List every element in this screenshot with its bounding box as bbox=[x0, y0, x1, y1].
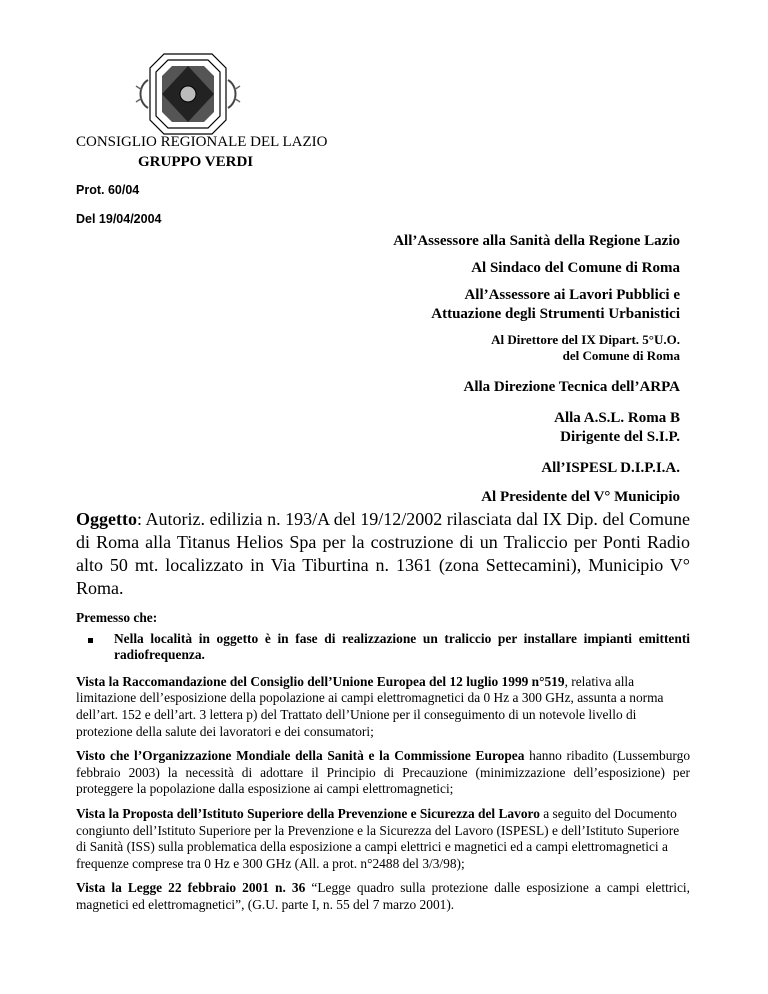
recipient: All’Assessore alla Sanità della Regione Lazio bbox=[393, 233, 680, 249]
premesso-bullet bbox=[84, 631, 690, 664]
paragraph-text: hanno ribadito (Lussemburgo febbraio 2003) la necessità di adottare il Principio di Precauzione (minimizzazione dell’esposizione) per proteggere la popolazione dalla esposizione ai campi elettromagnetici; bbox=[76, 748, 691, 797]
premesso-bullet-text: Nella località in oggetto è in fase di realizzazione un traliccio per installare impianti emittenti radiofrequenza. bbox=[114, 630, 690, 663]
paragraph-lead: Vista la Raccomandazione del Consiglio dell’Unione Europea del 12 luglio 1999 n°519 bbox=[76, 673, 565, 689]
paragraph-lead: Vista la Proposta dell’Istituto Superiore della Prevenzione e Sicurezza del Lavoro bbox=[76, 805, 540, 821]
recipient: del Comune di Roma bbox=[562, 348, 680, 363]
paragraph-text: , relativa alla limitazione dell’esposizione della popolazione ai campi elettromagnetici da 0 Hz a 300 GHz, assunta a norma dell’art. 152 e dell’art. 3 lettera p) del Trattato dell’Unione per il conseguimento di un notevole livello di protezione della salute dei lavoratori e dei consumatori; bbox=[76, 673, 664, 739]
recipient: Al Sindaco del Comune di Roma bbox=[471, 260, 680, 276]
paragraph-ispesl bbox=[76, 806, 690, 872]
subject-paragraph bbox=[76, 508, 690, 600]
paragraph-text: a seguito del Documento congiunto dell’Istituto Superiore per la Prevenzione e la Sicurezza del Lavoro (ISPESL) e dell’Istituto Superiore di Sanità (ISS) sulla problematica della esposizione a campi elettrici e magnetici ed a campi elettromagnetici a frequenze comprese tra 0 Hz e 300 GHz (All. a prot. n°2488 del 3/3/98); bbox=[76, 805, 680, 871]
paragraph-lead: Vista la Legge 22 febbraio 2001 n. 36 bbox=[76, 880, 312, 896]
recipient: Al Presidente del V° Municipio bbox=[481, 489, 680, 505]
letter-date: Del 19/04/2004 bbox=[76, 212, 162, 226]
recipient: Alla A.S.L. Roma B bbox=[554, 410, 680, 426]
recipient: Dirigente del S.I.P. bbox=[560, 429, 680, 445]
council-name: CONSIGLIO REGIONALE DEL LAZIO bbox=[76, 134, 328, 150]
recipients-block bbox=[393, 232, 680, 515]
paragraph-legge bbox=[76, 880, 690, 913]
recipient: All’Assessore ai Lavori Pubblici e bbox=[464, 287, 680, 303]
recipient: Al Direttore del IX Dipart. 5°U.O. bbox=[491, 332, 680, 347]
subject-text: : Autoriz. edilizia n. 193/A del 19/12/2002 rilasciata dal IX Dip. del Comune di Roma alla Titanus Helios Spa per la costruzione di un Traliccio per Ponti Radio alto 50 mt. localizzato in Via Tiburtina n. 1361 (zona Settecamini), Municipio V° Roma. bbox=[76, 509, 690, 598]
paragraph-oms bbox=[76, 748, 690, 798]
protocol-number: Prot. 60/04 bbox=[76, 183, 140, 197]
group-name: GRUPPO VERDI bbox=[138, 154, 254, 170]
recipient: Alla Direzione Tecnica dell’ARPA bbox=[463, 379, 680, 395]
recipient: Attuazione degli Strumenti Urbanistici bbox=[431, 306, 680, 322]
coat-of-arms-emblem bbox=[134, 50, 242, 138]
paragraph-text: “Legge quadro sulla protezione dalle esposizione a campi elettrici, magnetici ed elettromagnetici”, (G.U. parte I, n. 55 del 7 marzo 2001). bbox=[76, 880, 690, 912]
document-body bbox=[76, 610, 690, 922]
premesso-heading: Premesso che: bbox=[76, 610, 158, 625]
bullet-square-icon bbox=[84, 631, 114, 664]
paragraph-lead: Visto che l’Organizzazione Mondiale della Sanità e la Commissione Europea bbox=[76, 748, 525, 764]
paragraph-raccomandazione bbox=[76, 674, 690, 740]
subject-label: Oggetto bbox=[76, 509, 137, 529]
recipient: All’ISPESL D.I.P.I.A. bbox=[541, 460, 680, 476]
